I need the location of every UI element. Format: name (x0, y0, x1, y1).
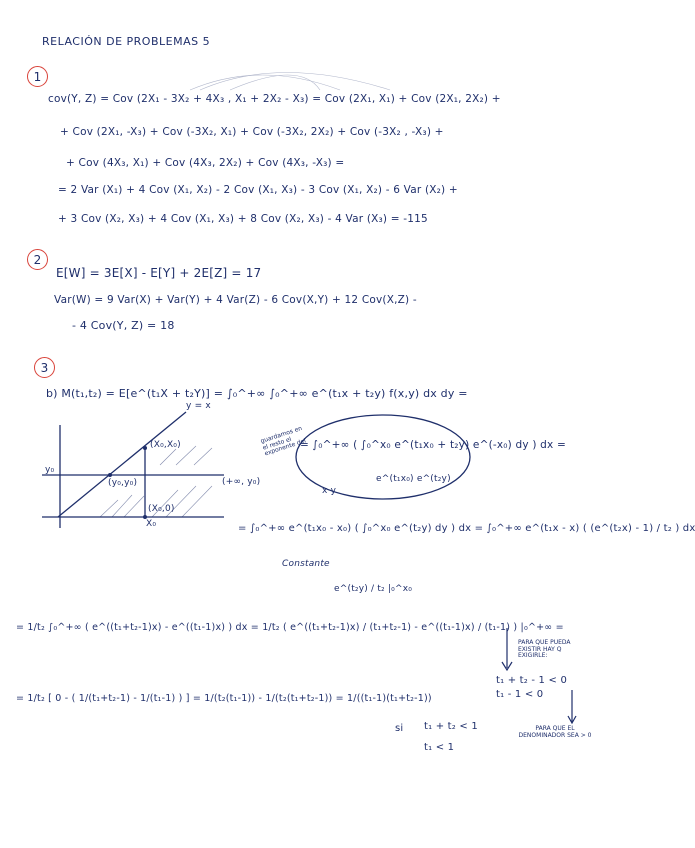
graph-point-top: (X₀,X₀) (150, 440, 181, 450)
side-note: guardamos en el resto el exponente del (259, 424, 307, 458)
integral-2: = ∫₀^+∞ e^(t₁x₀ - x₀) ( ∫₀^x₀ e^(t₂y) dy ) dx = ∫₀^+∞ e^(t₁x - x) ( (e^(t₂x) - 1) / t₂ ) dx (238, 523, 695, 534)
integral-1-under: e^(t₁x₀) e^(t₂y) (376, 474, 451, 484)
integral-3: = 1/t₂ ∫₀^+∞ ( e^((t₁+t₂-1)x) - e^((t₁-1)x) ) dx = 1/t₂ ( e^((t₁+t₂-1)x) / (t₁+t₂-1) - e^((t₁-1)x) / (t₁-1) ) |₀^+∞ = (16, 622, 564, 633)
graph-axis-y0: y₀ (45, 465, 55, 475)
integral-1: = ∫₀^+∞ ( ∫₀^x₀ e^(t₁x₀ + t₂y) e^(-x₀) dy ) dx = (300, 439, 566, 451)
condition-1: t₁ + t₂ - 1 < 0 (496, 675, 568, 686)
graph-point-mid: (y₀,y₀) (108, 478, 138, 488)
condition-note-1: PARA QUE PUEDA EXISTIR HAY Q EXIGIRLE: (518, 639, 571, 660)
integral-2-frac: e^(t₂y) / t₂ |₀^x₀ (334, 584, 413, 594)
p1-line-1: cov(Y, Z) = Cov (2X₁ - 3X₂ + 4X₃ , X₁ + 2X₂ - X₃) = Cov (2X₁, X₁) + Cov (2X₁, 2X₂) + (48, 93, 501, 105)
p1-line-5: + 3 Cov (X₂, X₃) + 4 Cov (X₁, X₃) + 8 Cov (X₂, X₃) - 4 Var (X₃) = -115 (58, 213, 428, 225)
graph-inf-label: (+∞, y₀) (222, 477, 261, 487)
problem-2-number: 2 (27, 249, 48, 270)
problem-3-number: 3 (34, 357, 55, 378)
page-title: RELACIÓN DE PROBLEMAS 5 (42, 35, 211, 48)
condition-si: si (395, 723, 404, 734)
result-2: t₁ < 1 (424, 742, 455, 753)
p2-line-2: Var(W) = 9 Var(X) + Var(Y) + 4 Var(Z) - 6 Cov(X,Y) + 12 Cov(X,Z) - (54, 294, 417, 306)
p2-line-3: - 4 Cov(Y, Z) = 18 (72, 319, 175, 332)
condition-2: t₁ - 1 < 0 (496, 689, 544, 700)
condition-note-2: PARA QUE EL DENOMINADOR SEA > 0 (518, 725, 592, 739)
p1-line-2: + Cov (2X₁, -X₃) + Cov (-3X₂, X₁) + Cov (-3X₂, 2X₂) + Cov (-3X₂ , -X₃) + (60, 126, 444, 138)
integral-4: = 1/t₂ [ 0 - ( 1/(t₁+t₂-1) - 1/(t₁-1) ) ] = 1/(t₂(t₁-1)) - 1/(t₂(t₁+t₂-1)) = 1/((t₁-1)(t₁+t₂-1)) (16, 693, 432, 704)
problem-1-number: 1 (27, 66, 48, 87)
graph-point-right: (X₀,0) (148, 504, 175, 514)
graph-line-label: y = x (186, 401, 211, 411)
p1-line-3: + Cov (4X₃, X₁) + Cov (4X₃, 2X₂) + Cov (4X₃, -X₃) = (66, 157, 345, 169)
p2-line-1: E[W] = 3E[X] - E[Y] + 2E[Z] = 17 (56, 266, 262, 280)
graph-axis-x0: X₀ (146, 519, 157, 529)
p3-line-1: b) M(t₁,t₂) = E[e^(t₁X + t₂Y)] = ∫₀^+∞ ∫₀^+∞ e^(t₁x + t₂y) f(x,y) dx dy = (46, 387, 468, 400)
integral-2-const: Constante (282, 559, 330, 569)
integral-1-dummy: x y (322, 486, 337, 496)
p1-line-4: = 2 Var (X₁) + 4 Cov (X₁, X₂) - 2 Cov (X₁, X₃) - 3 Cov (X₁, X₂) - 6 Var (X₂) + (58, 184, 458, 196)
result-1: t₁ + t₂ < 1 (424, 721, 478, 732)
